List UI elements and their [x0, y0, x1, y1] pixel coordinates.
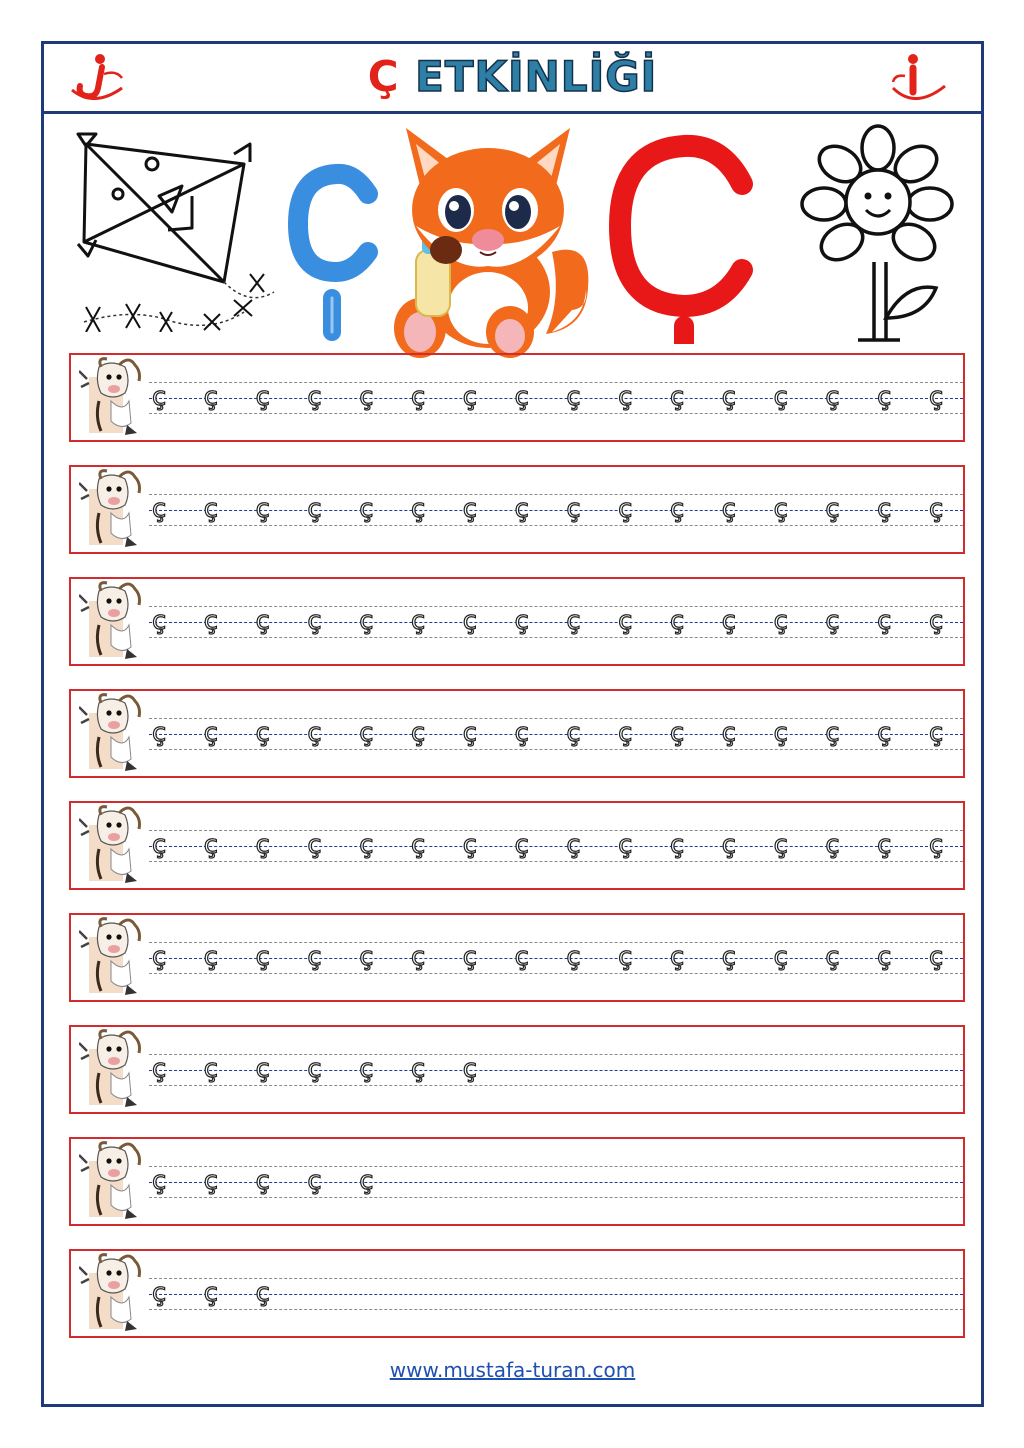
trace-letter: ç	[514, 830, 529, 860]
tracing-row	[69, 801, 965, 890]
tracing-row	[69, 689, 965, 778]
trace-letter: ç	[618, 382, 633, 412]
trace-glyphs	[152, 493, 981, 525]
trace-letter: ç	[877, 718, 892, 748]
goat-icon	[79, 917, 149, 997]
tracing-row	[69, 1249, 965, 1338]
trace-letter: ç	[307, 1166, 322, 1196]
trace-letter: ç	[462, 830, 478, 860]
trace-glyphs	[152, 829, 981, 861]
trace-letter: ç	[203, 830, 219, 860]
goat-icon	[79, 805, 149, 885]
trace-letter: ç	[877, 382, 892, 412]
trace-letter: ç	[255, 830, 270, 860]
trace-letter: ç	[203, 1054, 219, 1084]
trace-letter: ç	[255, 606, 270, 636]
trace-letter: ç	[410, 606, 426, 636]
goat-icon	[79, 1253, 149, 1333]
trace-letter: ç	[410, 382, 426, 412]
tracing-row	[69, 465, 965, 554]
goat-icon	[79, 357, 149, 437]
guide-line	[149, 749, 963, 750]
trace-letter: ç	[669, 382, 685, 412]
guide-line	[149, 861, 963, 862]
trace-letter: ç	[877, 830, 892, 860]
goat-icon	[79, 469, 149, 549]
goat-icon	[79, 693, 149, 773]
trace-letter: ç	[877, 494, 892, 524]
writing-guide-lines[interactable]	[149, 1139, 963, 1224]
uppercase-letter-display	[600, 134, 760, 344]
trace-letter: ç	[203, 1166, 219, 1196]
trace-letter: ç	[877, 942, 892, 972]
writing-guide-lines[interactable]	[149, 915, 963, 1000]
trace-letter: ç	[462, 942, 478, 972]
trace-letter: ç	[152, 718, 167, 748]
trace-glyphs	[152, 1053, 515, 1085]
tracing-row	[69, 1137, 965, 1226]
trace-letter: ç	[152, 494, 167, 524]
trace-letter: ç	[462, 606, 478, 636]
trace-letter: ç	[307, 830, 322, 860]
guide-line	[149, 973, 963, 974]
trace-glyphs	[152, 1277, 307, 1309]
trace-letter: ç	[410, 830, 426, 860]
trace-letter: ç	[410, 942, 426, 972]
trace-letter: ç	[721, 382, 737, 412]
trace-letter: ç	[307, 606, 322, 636]
trace-letter: ç	[721, 606, 737, 636]
trace-letter: ç	[928, 942, 944, 972]
trace-letter: ç	[928, 606, 944, 636]
trace-letter: ç	[669, 718, 685, 748]
writing-guide-lines[interactable]	[149, 1251, 963, 1336]
trace-letter: ç	[152, 830, 167, 860]
trace-letter: ç	[566, 718, 581, 748]
trace-letter: ç	[514, 382, 529, 412]
fox-icon	[376, 122, 598, 360]
trace-letter: ç	[359, 606, 374, 636]
trace-letter: ç	[721, 942, 737, 972]
trace-letter: ç	[359, 830, 374, 860]
trace-letter: ç	[618, 606, 633, 636]
trace-letter: ç	[514, 606, 529, 636]
trace-letter: ç	[307, 942, 322, 972]
trace-letter: ç	[825, 830, 840, 860]
kite-icon	[74, 132, 279, 332]
trace-letter: ç	[307, 494, 322, 524]
trace-letter: ç	[928, 382, 944, 412]
trace-letter: ç	[255, 1278, 270, 1308]
trace-letter: ç	[255, 382, 270, 412]
trace-letter: ç	[773, 606, 788, 636]
letter-i-logo-icon	[891, 52, 947, 106]
title-letter: Ç	[367, 52, 400, 101]
footer-url[interactable]: www.mustafa-turan.com	[389, 1358, 636, 1382]
trace-letter: ç	[773, 830, 788, 860]
trace-letter: ç	[203, 942, 219, 972]
guide-line	[149, 1085, 963, 1086]
tracing-row	[69, 1025, 965, 1114]
trace-glyphs	[152, 1165, 411, 1197]
trace-letter: ç	[359, 942, 374, 972]
guide-line	[149, 413, 963, 414]
writing-guide-lines[interactable]	[149, 579, 963, 664]
trace-letter: ç	[618, 830, 633, 860]
trace-letter: ç	[721, 830, 737, 860]
trace-glyphs	[152, 381, 981, 413]
trace-letter: ç	[514, 494, 529, 524]
guide-line	[149, 637, 963, 638]
trace-letter: ç	[825, 494, 840, 524]
trace-letter: ç	[825, 942, 840, 972]
trace-letter: ç	[462, 382, 478, 412]
writing-guide-lines[interactable]	[149, 1027, 963, 1112]
trace-glyphs	[152, 941, 981, 973]
tracing-row	[69, 577, 965, 666]
trace-letter: ç	[203, 1278, 219, 1308]
trace-letter: ç	[773, 718, 788, 748]
trace-letter: ç	[773, 382, 788, 412]
trace-letter: ç	[152, 606, 167, 636]
trace-letter: ç	[152, 1054, 167, 1084]
lowercase-letter-display	[284, 136, 384, 351]
trace-letter: ç	[669, 942, 685, 972]
trace-letter: ç	[152, 382, 167, 412]
writing-guide-lines[interactable]	[149, 467, 963, 552]
trace-letter: ç	[359, 382, 374, 412]
trace-letter: ç	[566, 606, 581, 636]
trace-letter: ç	[203, 718, 219, 748]
trace-letter: ç	[203, 494, 219, 524]
trace-letter: ç	[359, 494, 374, 524]
trace-letter: ç	[928, 494, 944, 524]
trace-letter: ç	[359, 718, 374, 748]
page-title	[44, 52, 981, 101]
trace-letter: ç	[255, 718, 270, 748]
trace-letter: ç	[825, 718, 840, 748]
trace-letter: ç	[773, 942, 788, 972]
trace-glyphs	[152, 605, 981, 637]
trace-letter: ç	[203, 382, 219, 412]
flower-icon	[796, 122, 956, 347]
trace-letter: ç	[255, 1166, 270, 1196]
trace-letter: ç	[877, 606, 892, 636]
goat-icon	[79, 1141, 149, 1221]
guide-line	[149, 525, 963, 526]
trace-letter: ç	[566, 942, 581, 972]
trace-letter: ç	[566, 382, 581, 412]
header	[44, 44, 981, 114]
trace-letter: ç	[618, 942, 633, 972]
trace-letter: ç	[721, 718, 737, 748]
trace-letter: ç	[307, 382, 322, 412]
writing-guide-lines[interactable]	[149, 691, 963, 776]
guide-line	[149, 1197, 963, 1198]
trace-letter: ç	[307, 1054, 322, 1084]
trace-letter: ç	[566, 494, 581, 524]
trace-letter: ç	[359, 1054, 374, 1084]
trace-letter: ç	[462, 718, 478, 748]
trace-letter: ç	[203, 606, 219, 636]
trace-letter: ç	[928, 830, 944, 860]
writing-guide-lines[interactable]	[149, 803, 963, 888]
trace-letter: ç	[152, 1278, 167, 1308]
trace-letter: ç	[152, 1166, 167, 1196]
tracing-row	[69, 913, 965, 1002]
trace-letter: ç	[566, 830, 581, 860]
trace-letter: ç	[152, 942, 167, 972]
trace-letter: ç	[514, 942, 529, 972]
trace-letter: ç	[721, 494, 737, 524]
guide-line	[149, 1309, 963, 1310]
trace-letter: ç	[410, 718, 426, 748]
trace-letter: ç	[462, 494, 478, 524]
trace-letter: ç	[825, 382, 840, 412]
trace-glyphs	[152, 717, 981, 749]
trace-letter: ç	[255, 942, 270, 972]
worksheet-frame	[41, 41, 984, 1407]
writing-guide-lines[interactable]	[149, 355, 963, 440]
goat-icon	[79, 581, 149, 661]
trace-letter: ç	[255, 494, 270, 524]
goat-icon	[79, 1029, 149, 1109]
trace-letter: ç	[410, 494, 426, 524]
trace-letter: ç	[514, 718, 529, 748]
trace-letter: ç	[669, 606, 685, 636]
trace-letter: ç	[618, 494, 633, 524]
trace-letter: ç	[618, 718, 633, 748]
trace-letter: ç	[669, 830, 685, 860]
tracing-row	[69, 353, 965, 442]
trace-letter: ç	[307, 718, 322, 748]
trace-letter: ç	[928, 718, 944, 748]
trace-letter: ç	[359, 1166, 374, 1196]
trace-letter: ç	[255, 1054, 270, 1084]
trace-letter: ç	[410, 1054, 426, 1084]
trace-letter: ç	[825, 606, 840, 636]
trace-letter: ç	[462, 1054, 478, 1084]
title-word: ETKİNLİĞİ	[415, 52, 658, 101]
trace-letter: ç	[669, 494, 685, 524]
trace-letter: ç	[773, 494, 788, 524]
